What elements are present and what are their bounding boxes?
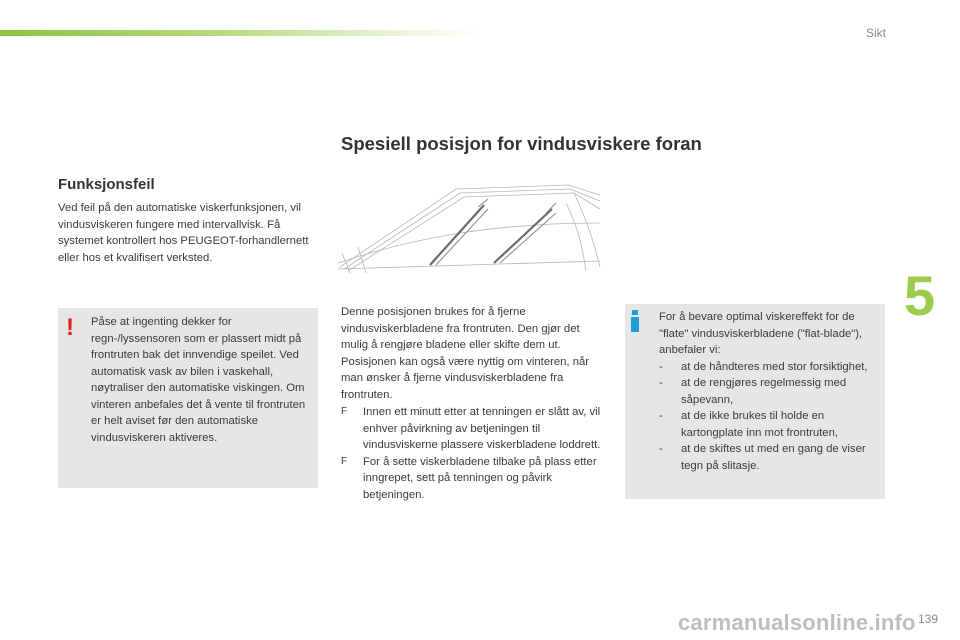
step-item [341, 404, 605, 454]
info-text [659, 309, 881, 474]
warning-box [58, 308, 318, 488]
list-item: - at de skiftes ut med en gang de viser tegn på slitasje. [659, 443, 866, 472]
page-number: 139 [917, 612, 938, 626]
malfunction-heading: Funksjonsfeil [58, 176, 155, 193]
exclamation-icon: ! [66, 314, 74, 341]
step-item [341, 454, 605, 504]
info-icon [631, 310, 639, 332]
section-title: Sikt [865, 26, 886, 40]
info-intro: For å bevare optimal viskereffekt for de "flate" vindusviskerbladene ("flat-blade"), anbefaler vi: [659, 311, 863, 356]
step-text: Innen ett minutt etter at tenningen er slått av, vil enhver påvirkning av betjeningen til vindusviskerne plassere viskerbladene loddrett. [363, 406, 601, 451]
chapter-number: 5 [904, 264, 936, 327]
malfunction-paragraph: Ved feil på den automatiske viskerfunksjonen, vil vindusviskeren fungere med intervallvisk. Få systemet kontrollert hos PEUGEOT-forhandlernett eller hos et kvalifisert verksted. [58, 202, 309, 264]
warning-text: Påse at ingenting dekker for regn-/lyssensoren som er plassert midt på frontruten bak det innvendige speilet. Ved automatisk vask av bilen i vaskehall, nøytraliser den automatiske viskingen. Om vinteren anbefales det å vente til frontruten er helt aviset før den automatiske vindusviskeren aktiveres. [91, 316, 306, 444]
step-text: For å sette viskerbladene tilbake på plass etter inngrepet, sett på tenningen og påvirk betjeningen. [363, 455, 597, 501]
info-box [625, 304, 885, 499]
header-accent-bar [0, 30, 480, 36]
special-position-heading: Spesiell posisjon for vindusviskere foran [341, 133, 702, 154]
list-item: - at de ikke brukes til holde en kartongplate inn mot frontruten, [659, 410, 838, 439]
list-item: - at de håndteres med stor forsiktighet, [659, 360, 868, 373]
step-list [341, 404, 605, 503]
pointer-icon: F [341, 455, 348, 467]
windscreen-wiper-illustration [338, 183, 602, 273]
watermark: carmanualsonline.info [678, 610, 916, 635]
list-item: - at de rengjøres regelmessig med såpevann, [659, 377, 847, 406]
special-position-paragraph: Denne posisjonen brukes for å fjerne vindusviskerbladene fra frontruten. Den gjør det mulig å rengjøre bladene eller skifte dem ut. Posisjonen kan også være nyttig om vinteren, når man ønsker å fjerne vindusviskerbladene fra frontruten. [341, 306, 590, 401]
pointer-icon: F [341, 406, 348, 417]
